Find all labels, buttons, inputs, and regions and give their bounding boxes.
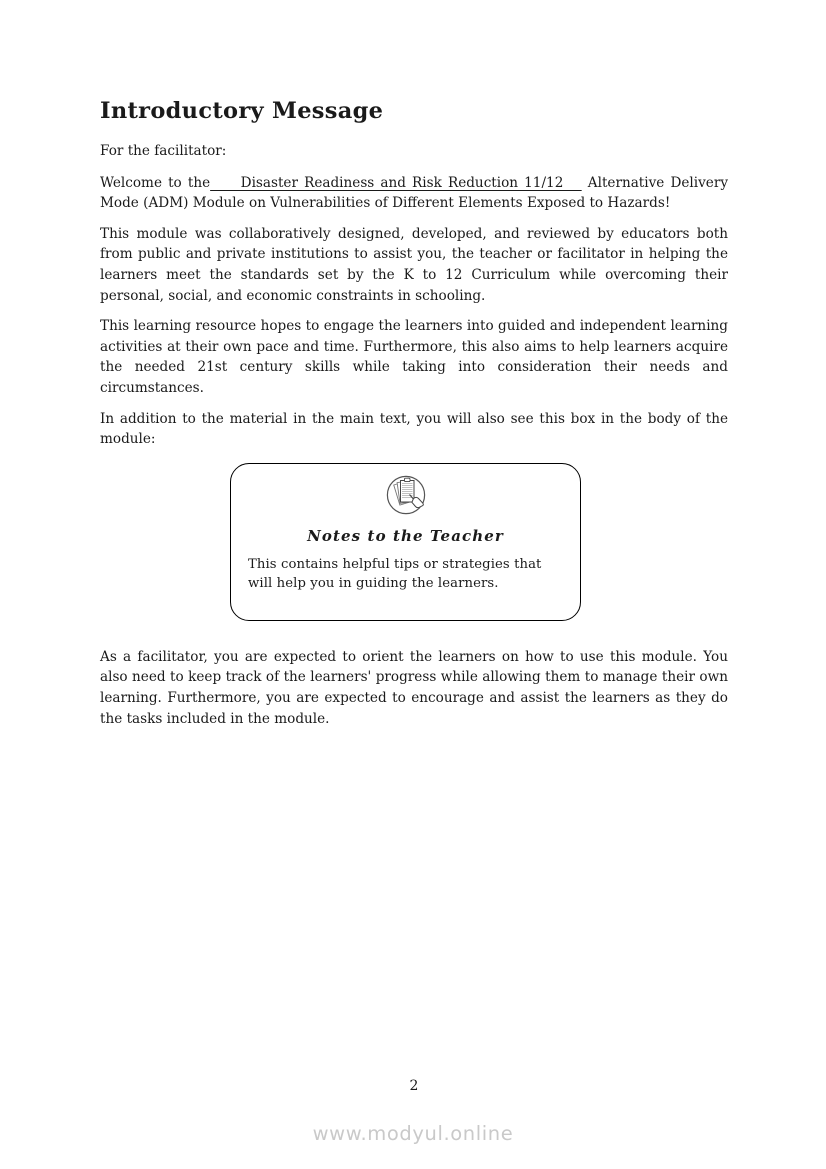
page-number: 2 [409,1078,419,1094]
note-box-body: This contains helpful tips or strategies that will help you in guiding the learners. [248,556,542,592]
hand-holding-notes-icon [384,473,428,515]
page-content [100,97,728,739]
notes-to-teacher-box [230,463,581,621]
paragraph-learning-resource: This learning resource hopes to engage the learners into guided and independent learning activities at their own pace and time. Furthermore, this also aims to help learners acquire the needed 21st century skills while taking into consideration their needs and circumstances. [100,318,728,396]
closing-paragraph: As a facilitator, you are expected to orient the learners on how to use this module. You also need to keep track of the learners' progress while allowing them to manage their own learning. Furthermore, you are expected to encourage and assist the learners as they do the tasks included in the module. [100,648,728,727]
welcome-prefix: Welcome to the [100,174,211,191]
welcome-paragraph [100,173,728,214]
welcome-suffix: Alternative Delivery Mode (ADM) Module on Vulnerabilities of Different Elements Exposed to Hazards! [100,174,728,212]
page-title: Introductory Message [100,98,384,124]
paragraph-module-design: This module was collaboratively designed, developed, and reviewed by educators both from public and private institutions to assist you, the teacher or facilitator in helping the learners meet the standards set by the K to 12 Curriculum while overcoming their personal, social, and economic constraints in schooling. [100,225,728,304]
watermark-text: www.modyul.online [312,1122,514,1145]
salutation: For the facilitator: [100,143,227,159]
paragraph-box-intro: In addition to the material in the main text, you will also see this box in the body of the module: [100,410,728,448]
module-name-underlined: Disaster Readiness and Risk Reduction 11/12 [210,174,582,191]
note-box-heading: Notes to the Teacher [307,526,504,545]
